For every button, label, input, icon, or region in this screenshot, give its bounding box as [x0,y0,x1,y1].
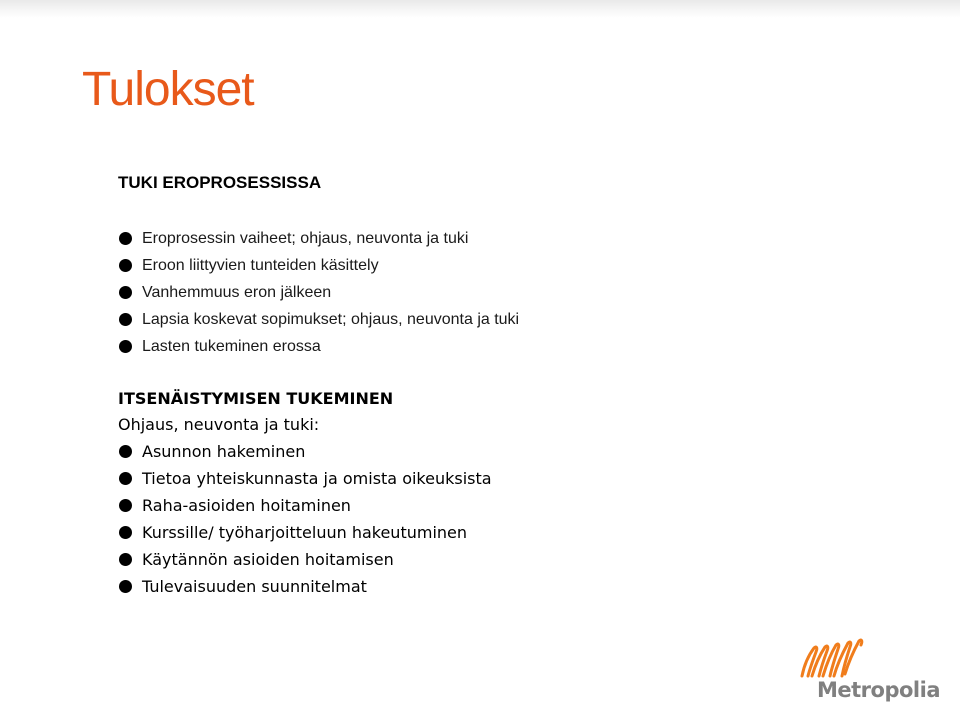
metropolia-logo-icon [798,636,868,680]
bullet-icon [119,526,132,539]
list-item-text: Eroprosessin vaiheet; ohjaus, neuvonta ja tuki [142,230,469,247]
section-divorce-support [118,171,519,360]
bullet-icon [119,340,132,353]
list-item [118,492,492,519]
list-item-text: Asunnon hakeminen [142,442,306,461]
section-heading: TUKI EROPROSESSISSA [118,173,322,192]
bullet-icon [119,445,132,458]
bullet-icon [119,472,132,485]
metropolia-logo [798,636,938,708]
bullet-list [118,225,519,360]
list-item [118,573,492,600]
list-item [118,465,492,492]
list-item [118,306,519,333]
list-item-text: Lasten tukeminen erossa [142,338,321,355]
section-heading: ITSENÄISTYMISEN TUKEMINEN [118,389,394,408]
section-independence-support [118,387,492,600]
list-item-text: Raha-asioiden hoitaminen [142,496,351,515]
list-item [118,546,492,573]
bullet-icon [119,580,132,593]
bullet-icon [119,259,132,272]
bullet-icon [119,286,132,299]
list-item-text: Tulevaisuuden suunnitelmat [142,577,367,596]
list-item-text: Tietoa yhteiskunnasta ja omista oikeuksista [142,469,492,488]
slide-title: Tulokset [82,63,254,116]
list-item [118,252,519,279]
bullet-icon [119,499,132,512]
bullet-list [118,438,492,600]
list-item [118,225,519,252]
list-item-text: Eroon liittyvien tunteiden käsittely [142,257,379,274]
list-item [118,519,492,546]
top-band [0,0,960,18]
list-item-text: Käytännön asioiden hoitamisen [142,550,394,569]
logo-text: Metropolia [817,678,940,702]
list-item-text: Vanhemmuus eron jälkeen [142,284,332,301]
list-item-text: Lapsia koskevat sopimukset; ohjaus, neuvonta ja tuki [142,311,520,328]
list-item [118,333,519,360]
bullet-icon [119,313,132,326]
list-item [118,438,492,465]
section-intro: Ohjaus, neuvonta ja tuki: [118,415,320,434]
list-item [118,279,519,306]
list-item-text: Kurssille/ työharjoitteluun hakeutuminen [142,523,468,542]
bullet-icon [119,553,132,566]
bullet-icon [119,232,132,245]
